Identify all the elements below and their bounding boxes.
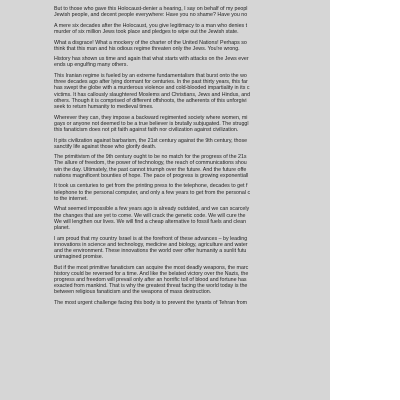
- text-line: nations magnificent bounties of hope. The pace of progress is growing exponentiall: [54, 172, 249, 179]
- text-line: The primitivism of the 9th century ought to be no match for the progress of the 21s: [54, 154, 247, 161]
- text-line: exacted from mankind. That is why the greatest threat facing the world today is the: [54, 283, 248, 290]
- text-line: The allure of freedom, the power of technology, the reach of communications shou: [54, 160, 247, 167]
- text-line: We will lengthen our lives. We will find a cheap alternative to fossil fuels and clean: [54, 218, 247, 225]
- text-line: I am proud that my country Israel is at the forefront of these advances – by leading: [54, 235, 248, 242]
- text-line: sanctify life against those who glorify death.: [54, 143, 157, 150]
- paragraph: [54, 73, 300, 110]
- text-line: But if the most primitive fanaticism can acquire the most deadly weapons, the marc: [54, 264, 249, 271]
- text-line: to the internet.: [54, 195, 88, 202]
- paragraph: [54, 154, 300, 179]
- paragraph: [54, 56, 300, 68]
- paragraph: [54, 40, 300, 52]
- text-line: What seemed impossible a few years ago is already outdated, and we can scarcely: [54, 206, 250, 213]
- text-line: What a disgrace! What a mockery of the charter of the United Nations! Perhaps so: [54, 39, 247, 46]
- text-line: innovations in science and technology, medicine and biology, agriculture and water: [54, 241, 248, 248]
- text-line: has swept the globe with a murderous violence and cold-blooded impartiality in its c: [54, 85, 250, 92]
- text-line: this fanaticism does not pit faith against faith nor civilization against civilization.: [54, 126, 239, 133]
- text-line: victims. It has callously slaughtered Moslems and Christians, Jews and Hindus, and: [54, 91, 251, 98]
- text-line: A mere six decades after the Holocaust, you give legitimacy to a man who denies t: [54, 22, 248, 29]
- text-line: History has shown us time and again that what starts with attacks on the Jews ever: [54, 56, 249, 63]
- text-line: and the environment. These innovations the world over offer humanity a sunlit futu: [54, 247, 247, 254]
- paragraph: [54, 206, 300, 231]
- paragraph: [54, 265, 300, 296]
- paragraph: [54, 115, 300, 134]
- text-line: three decades ago after lying dormant for centuries. In the past thirty years, this far: [54, 79, 248, 86]
- text-line: murder of six million Jews took place and pledges to wipe out the Jewish state.: [54, 28, 239, 35]
- text-line: history could be reversed for a time. And like the belated victory over the Nazis, the: [54, 270, 249, 277]
- paragraph: [54, 138, 300, 150]
- text-line: think that this man and his odious regime threaten only the Jews. You're wrong.: [54, 45, 240, 52]
- text-line: gays or anyone not deemed to be a true believer is brutally subjugated. The struggl: [54, 120, 249, 127]
- paragraph: [54, 23, 300, 35]
- text-line: unimagined promise.: [54, 254, 104, 261]
- paragraph: [54, 236, 300, 261]
- text-line: telephone to the personal computer, and only a few years to get from the personal c: [54, 189, 251, 196]
- text-line: ends up engulfing many others.: [54, 62, 128, 69]
- text-line: It took us centuries to get from the printing press to the telephone, decades to get f: [54, 183, 248, 190]
- text-line: between religious fanaticism and the weapons of mass destruction.: [54, 289, 212, 296]
- text-line: Jewish people, and decent people everywhere: Have you no shame? Have you no: [54, 12, 248, 19]
- paragraph: [54, 6, 300, 18]
- paragraph: [54, 183, 300, 202]
- text-line: Wherever they can, they impose a backward regimented society where women, mi: [54, 114, 248, 121]
- text-line: the changes that are yet to come. We will crack the genetic code. We will cure the: [54, 212, 246, 219]
- text-line: seek to return humanity to medieval times.: [54, 104, 154, 110]
- text-line: others. Though it is comprised of different offshoots, the adherents of this unforgivi: [54, 97, 247, 104]
- text-line: planet.: [54, 224, 70, 231]
- document-body: [54, 6, 300, 311]
- text-line: progress and freedom will prevail only after an horrific toll of blood and fortune has: [54, 277, 247, 284]
- text-line: win the day. Ultimately, the past cannot triumph over the future. And the future offe: [54, 166, 247, 173]
- paragraph: [54, 300, 300, 306]
- text-line: The most urgent challenge facing this body is to prevent the tyrants of Tehran from: [54, 300, 248, 306]
- text-line: This Iranian regime is fueled by an extreme fundamentalism that burst onto the wo: [54, 73, 247, 80]
- text-line: But to those who gave this Holocaust-denier a hearing, I say on behalf of my peopl: [54, 6, 248, 12]
- text-line: It pits civilization against barbarism, the 21st century against the 9th century, those: [54, 137, 248, 144]
